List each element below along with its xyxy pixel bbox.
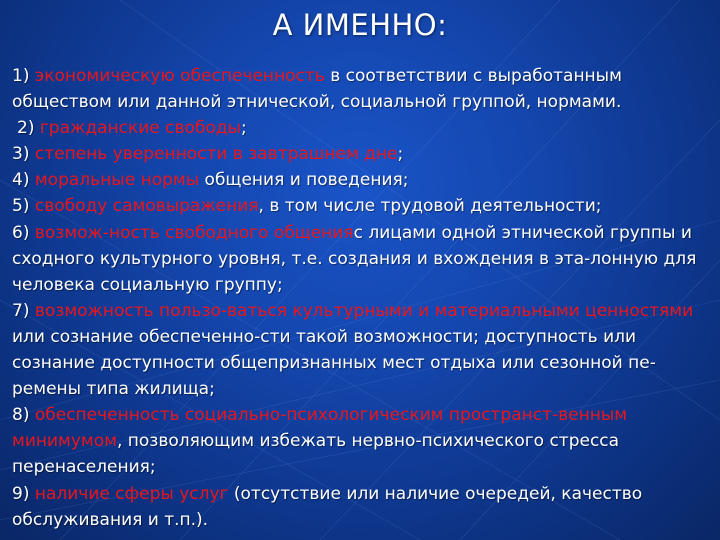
item-7-text: или сознание обеспеченно-сти такой возможности; доступность или сознание доступности общепризнанных мест отдыха или сезонной пе-ремены типа жилища; bbox=[12, 326, 656, 400]
item-4-text: общения и поведения; bbox=[199, 170, 409, 191]
list-item-2 bbox=[12, 115, 714, 141]
item-4-number: 4) bbox=[12, 170, 35, 191]
list-item-5 bbox=[12, 193, 714, 219]
item-9-text: (отсутствие или наличие очередей, качество обслуживания и т.п.). bbox=[12, 483, 643, 530]
item-1-text: в соответствии с выработанным обществом или данной этнической, социальной группой, нормами. bbox=[12, 66, 622, 113]
item-7-number: 7) bbox=[12, 300, 35, 321]
item-3-number: 3) bbox=[12, 144, 35, 165]
item-4-highlight: моральные нормы bbox=[34, 170, 200, 191]
item-1-highlight: экономическую обеспеченность bbox=[34, 66, 325, 86]
item-6-number: 6) bbox=[12, 222, 35, 243]
item-2-highlight: гражданские свободы bbox=[39, 118, 241, 139]
item-6-text: с лицами одной этнической группы и сходного культурного уровня, т.е. создания и вхождения в эта-лонную для человека социальную группу; bbox=[12, 222, 697, 295]
list-item-9 bbox=[12, 481, 714, 533]
item-6-highlight: возмож-ность свободного общения bbox=[34, 222, 354, 243]
item-2-text: ; bbox=[240, 118, 247, 139]
list-item-7 bbox=[12, 298, 714, 402]
list-item-6 bbox=[12, 220, 714, 298]
list-item-4 bbox=[12, 167, 714, 193]
item-8-text: , позволяющим избежать нервно-психического стресса перенаселения; bbox=[12, 431, 620, 478]
item-7-highlight: возможность пользо-ваться культурными и материальными ценностями bbox=[34, 300, 694, 321]
slide-title: А ИМЕННО: bbox=[272, 8, 448, 42]
item-3-text: ; bbox=[397, 144, 404, 165]
item-5-text: , в том числе трудовой деятельности; bbox=[258, 196, 602, 217]
item-8-highlight: обеспеченность социально-психологическим пространст-венным минимумом bbox=[12, 405, 628, 452]
item-3-highlight: степень уверенности в завтрашнем дне bbox=[34, 144, 398, 165]
item-5-highlight: свободу самовыражения bbox=[34, 196, 259, 217]
list-item-3 bbox=[12, 141, 714, 167]
item-9-highlight: наличие сферы услуг bbox=[34, 483, 229, 504]
item-9-number: 9) bbox=[12, 483, 35, 504]
item-1-number: 1) bbox=[12, 66, 35, 86]
item-8-number: 8) bbox=[12, 405, 35, 426]
slide-body bbox=[12, 63, 714, 533]
item-5-number: 5) bbox=[12, 196, 35, 217]
item-2-number: 2) bbox=[17, 118, 40, 139]
list-item-8 bbox=[12, 402, 714, 480]
list-item-1 bbox=[12, 63, 714, 115]
